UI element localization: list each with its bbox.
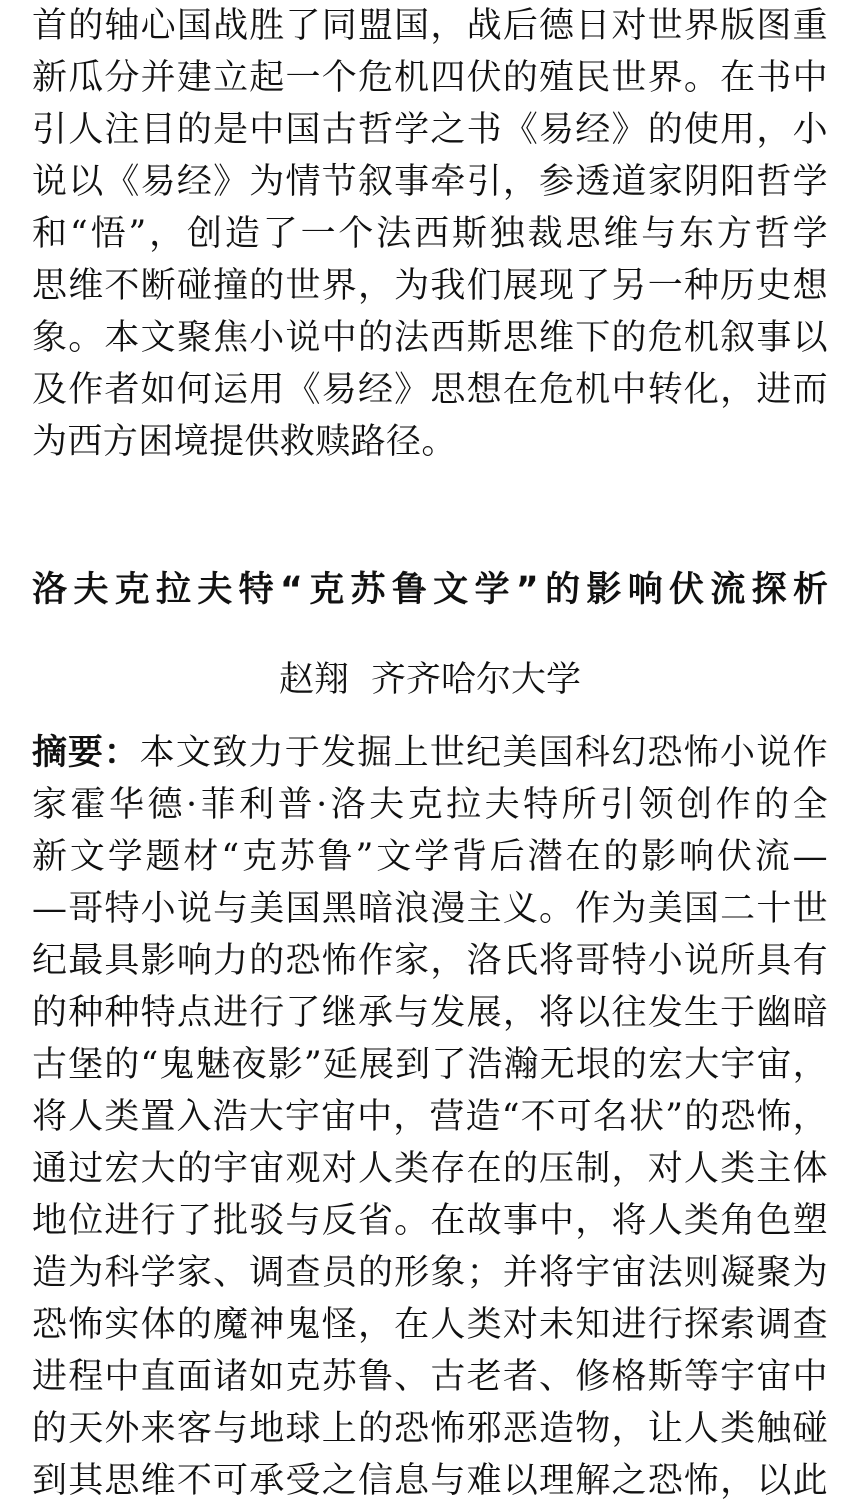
author-name: 赵翔 [278,660,349,700]
abstract-line: 到其思维不可承受之信息与难以理解之恐怖，以此 [32,1461,828,1501]
author-line [32,652,828,708]
article-title: 洛夫克拉夫特“克苏鲁文学”的影响伏流探析 [32,570,828,610]
abstract-line: 造为科学家、调查员的形象；并将宇宙法则凝聚为 [32,1253,828,1293]
abstract-line: 纪最具影响力的恐怖作家，洛氏将哥特小说所具有 [32,941,828,981]
paragraph-line: 思维不断碰撞的世界，为我们展现了另一种历史想 [32,266,828,306]
abstract-line-text: 本文致力于发掘上世纪美国科幻恐怖小说作 [139,733,828,773]
abstract-line: 地位进行了批驳与反省。在故事中，将人类角色塑 [32,1201,828,1241]
paragraph-line: 首的轴心国战胜了同盟国，战后德日对世界版图重 [32,6,828,46]
abstract-line: —哥特小说与美国黑暗浪漫主义。作为美国二十世 [32,889,828,929]
abstract-line: 的天外来客与地球上的恐怖邪恶造物，让人类触碰 [32,1409,828,1449]
abstract [32,727,828,1507]
abstract-line: 的种种特点进行了继承与发展，将以往发生于幽暗 [32,993,828,1033]
paragraph-line: 说以《易经》为情节叙事牵引，参透道家阴阳哲学 [32,162,828,202]
paragraph-line: 及作者如何运用《易经》思想在危机中转化，进而 [32,370,828,410]
abstract-line: 新文学题材“克苏鲁”文学背后潜在的影响伏流— [32,837,828,877]
paragraph-line: 和“悟”，创造了一个法西斯独裁思维与东方哲学 [32,214,828,254]
paragraph-line: 引人注目的是中国古哲学之书《易经》的使用，小 [32,110,828,150]
abstract-line [32,727,828,779]
abstract-line: 将人类置入浩大宇宙中，营造“不可名状”的恐怖， [32,1097,828,1137]
abstract-label: 摘要： [32,733,140,773]
paragraph-line: 为西方困境提供救赎路径。 [32,422,457,462]
paragraph-line: 象。本文聚焦小说中的法西斯思维下的危机叙事以 [32,318,828,358]
abstract-line: 通过宏大的宇宙观对人类存在的压制，对人类主体 [32,1149,828,1189]
intro-paragraph [32,0,828,468]
abstract-line: 恐怖实体的魔神鬼怪，在人类对未知进行探索调查 [32,1305,828,1345]
abstract-line: 家霍华德·菲利普·洛夫克拉夫特所引领创作的全 [32,785,828,825]
abstract-line: 古堡的“鬼魅夜影”延展到了浩瀚无垠的宏大宇宙， [32,1045,828,1085]
author-affiliation: 齐齐哈尔大学 [371,660,582,700]
abstract-line: 进程中直面诸如克苏鲁、古老者、修格斯等宇宙中 [32,1357,828,1397]
paragraph-line: 新瓜分并建立起一个危机四伏的殖民世界。在书中 [32,58,828,98]
